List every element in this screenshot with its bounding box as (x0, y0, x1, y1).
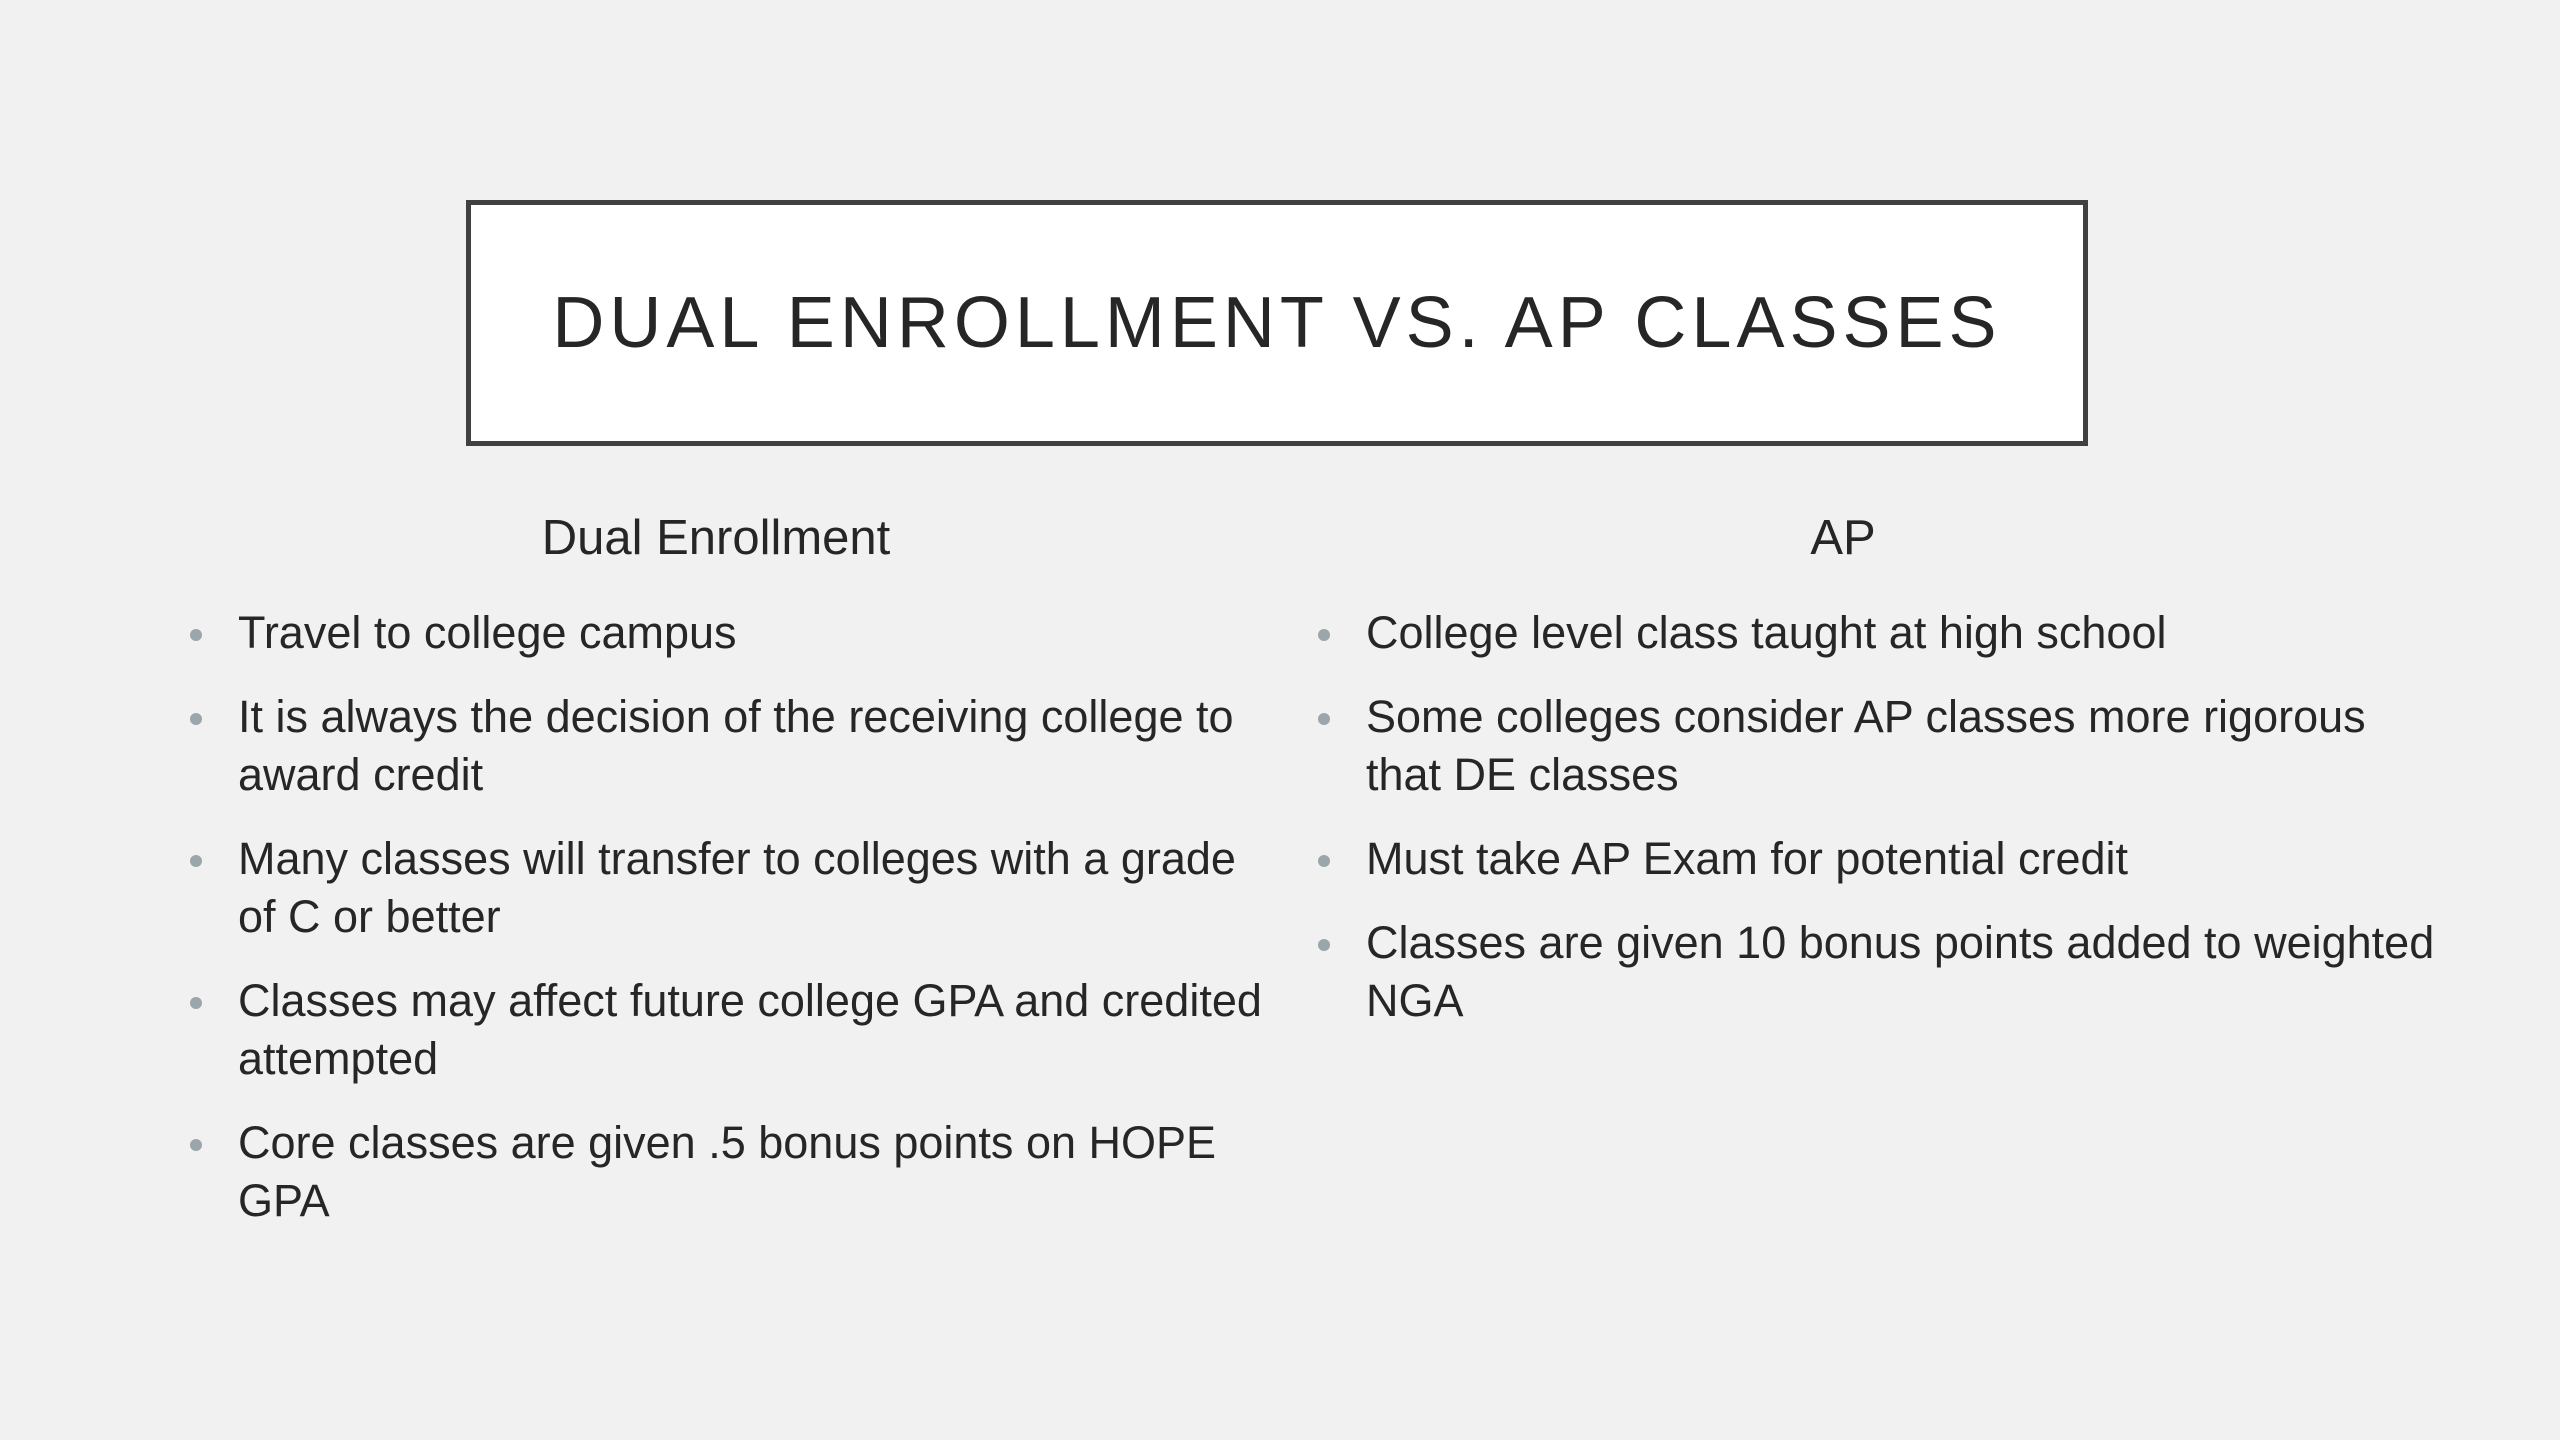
bullet-dot-icon (1318, 939, 1330, 951)
bullet-dot-icon (1318, 713, 1330, 725)
bullet-text: Some colleges consider AP classes more rigorous that DE classes (1366, 691, 2366, 800)
bullet-dot-icon (190, 713, 202, 725)
bullet-text: Many classes will transfer to colleges with a grade of C or better (238, 833, 1236, 942)
bullet-dot-icon (190, 629, 202, 641)
bullet-text: Must take AP Exam for potential credit (1366, 833, 2129, 884)
bullet-dot-icon (1318, 629, 1330, 641)
list-item (1308, 604, 2448, 662)
bullet-text: College level class taught at high school (1366, 607, 2167, 658)
dual-enrollment-heading: Dual Enrollment (541, 511, 891, 565)
list-item (180, 604, 1280, 662)
dual-enrollment-list (180, 604, 1280, 1230)
ap-list (1308, 604, 2448, 1030)
bullet-text: Classes are given 10 bonus points added to weighted NGA (1366, 917, 2435, 1026)
list-item (180, 1114, 1280, 1230)
dual-enrollment-column (180, 500, 1280, 1256)
list-item (180, 972, 1280, 1088)
bullet-text: Travel to college campus (238, 607, 737, 658)
list-item (1308, 830, 2448, 888)
ap-heading: AP (1810, 511, 1876, 565)
list-item (1308, 688, 2448, 804)
bullet-text: It is always the decision of the receiving college to award credit (238, 691, 1234, 800)
list-item (1308, 914, 2448, 1030)
title-box (466, 200, 2088, 446)
bullet-text: Classes may affect future college GPA and credited attempted (238, 975, 1262, 1084)
slide-title: DUAL ENROLLMENT VS. AP CLASSES (552, 283, 2002, 363)
bullet-dot-icon (190, 855, 202, 867)
bullet-dot-icon (190, 1139, 202, 1151)
list-item (180, 688, 1280, 804)
ap-column (1308, 500, 2448, 1056)
bullet-text: Core classes are given .5 bonus points on HOPE GPA (238, 1117, 1217, 1226)
list-item (180, 830, 1280, 946)
bullet-dot-icon (1318, 855, 1330, 867)
bullet-dot-icon (190, 997, 202, 1009)
